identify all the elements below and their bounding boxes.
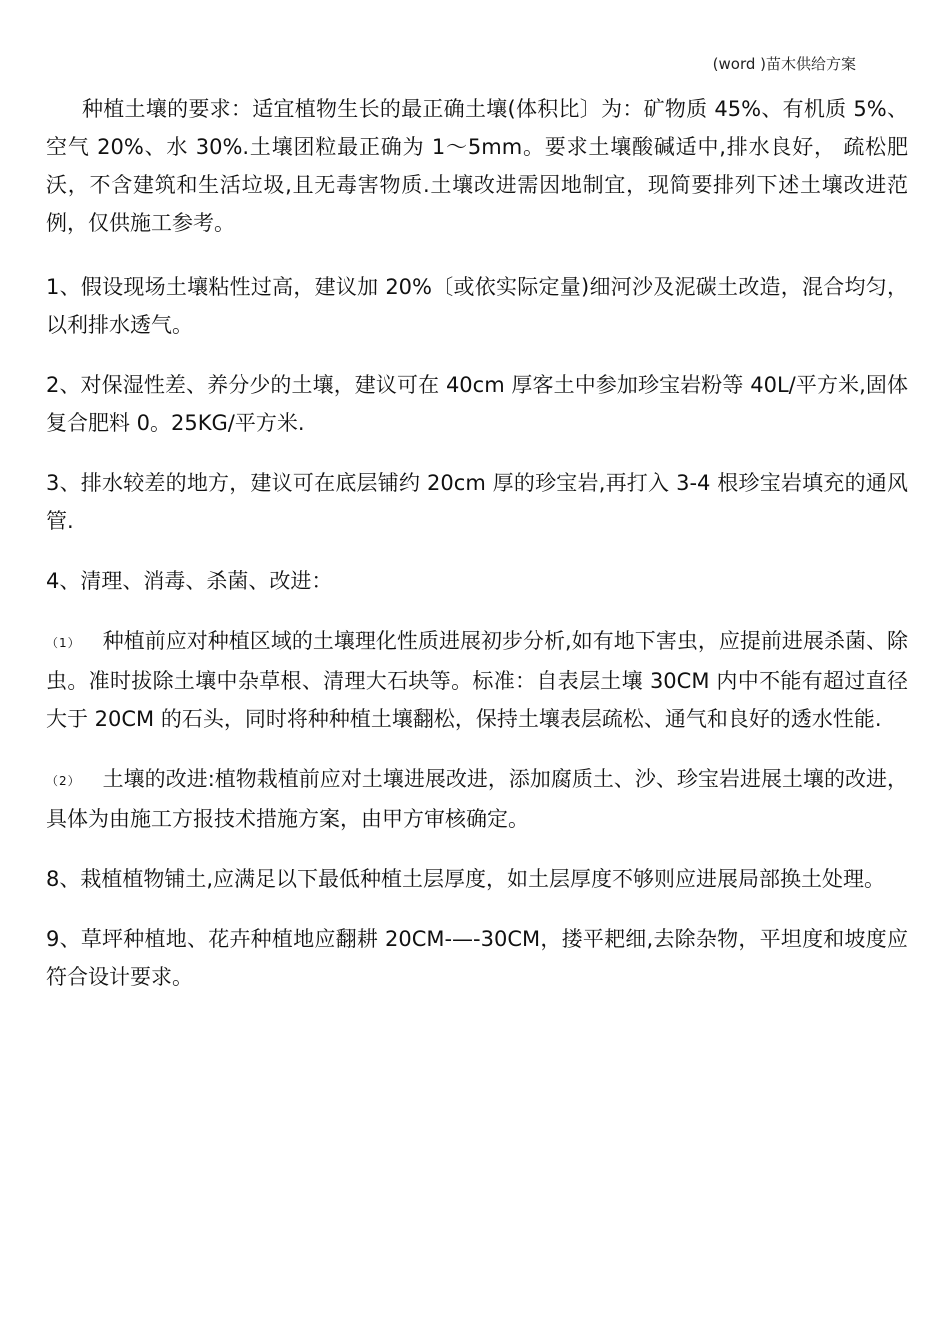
subitem-1-marker: （1）	[46, 636, 81, 650]
subitem-2-text: 土壤的改进:植物栽植前应对土壤进展改进，添加腐质土、沙、珍宝岩进展土壤的改进，具体为由施工方报技术措施方案，由甲方审核确定。	[46, 767, 908, 831]
item-8-paragraph: 8、栽植植物铺土,应满足以下最低种植土层厚度，如土层厚度不够则应进展局部换土处理。	[46, 867, 886, 891]
item-3-paragraph: 3、排水较差的地方，建议可在底层铺约 20cm 厚的珍宝岩,再打入 3-4 根珍宝岩填充的通风管.	[46, 471, 908, 533]
item-4-paragraph: 4、清理、消毒、杀菌、改进：	[46, 569, 333, 593]
item-9-paragraph: 9、草坪种植地、花卉种植地应翻耕 20CM-—-30CM，搂平耙细,去除杂物，平坦度和坡度应符合设计要求。	[46, 927, 908, 989]
document-body	[46, 90, 908, 1018]
subitem-2-marker: （2）	[46, 774, 81, 788]
subitem-1-text: 种植前应对种植区域的土壤理化性质进展初步分析,如有地下害虫，应提前进展杀菌、除虫。准时拔除土壤中杂草根、清理大石块等。标准：自表层土壤 30CM 内中不能有超过直径大于 20CM 的石头，同时将种种植土壤翻松，保持土壤表层疏松、通气和良好的透水性能.	[46, 629, 908, 731]
subitem-1-paragraph	[46, 622, 908, 738]
subitem-2-paragraph	[46, 760, 908, 838]
page-header: (word )苗木供给方案	[712, 55, 856, 73]
intro-paragraph: 种植土壤的要求：适宜植物生长的最正确土壤(体积比〕为：矿物质 45%、有机质 5%、空气 20%、水 30%.土壤团粒最正确为 1～5mm。要求土壤酸碱适中,排水良好， 疏松肥沃，不含建筑和生活垃圾,且无毒害物质.土壤改进需因地制宜，现简要排列下述土壤改进范例，仅供施工参考。	[46, 97, 908, 235]
item-1-paragraph: 1、假设现场土壤粘性过高，建议加 20%〔或依实际定量)细河沙及泥碳土改造，混合均匀，以利排水透气。	[46, 275, 908, 337]
item-2-paragraph: 2、对保湿性差、养分少的土壤，建议可在 40cm 厚客土中参加珍宝岩粉等 40L/平方米,固体复合肥料 0。25KG/平方米.	[46, 373, 908, 435]
